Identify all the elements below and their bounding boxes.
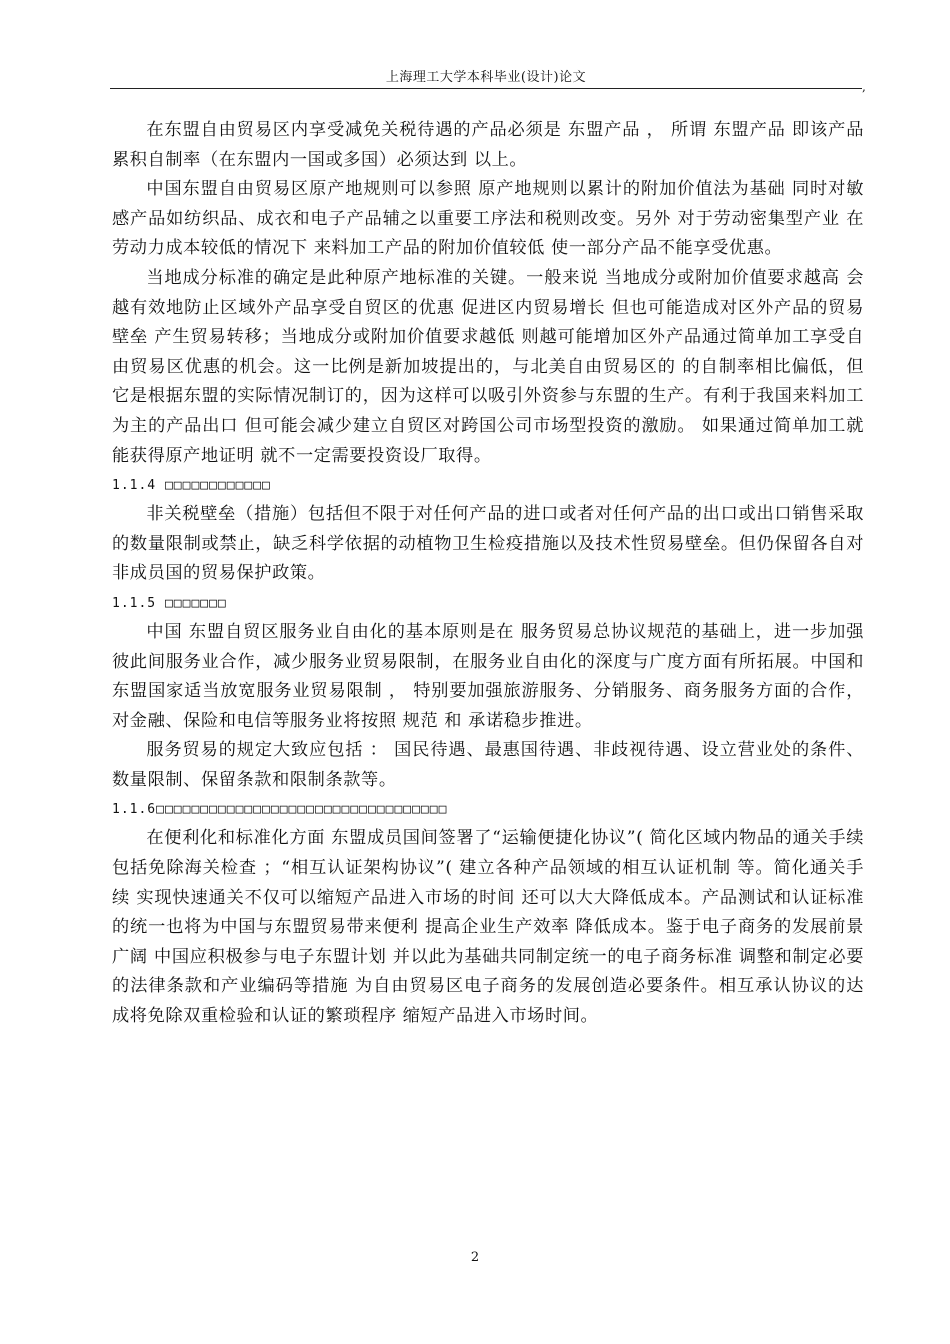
header-divider (110, 88, 862, 89)
header-mark: , (862, 80, 866, 94)
paragraph-origin-rules: 中国东盟自由贸易区原产地规则可以参照 原产地规则以累计的附加价值法为基础 同时对敏感产品如纺织品、成衣和电子产品辅之以重要工序法和税则改变。另外 对于劳动密集型产业 在劳动力成本较低的情况下 来料加工产品的附加价值较低 使一部分产品不能享受优惠。 (112, 179, 864, 259)
document-body (112, 116, 864, 1032)
paragraph-origin-requirement: 在东盟自由贸易区内享受减免关税待遇的产品必须是 东盟产品 ， 所谓 东盟产品 即该产品累积自制率（在东盟内一国或多国）必须达到 以上。 (112, 120, 864, 170)
paragraph-non-tariff-barriers: 非关税壁垒（措施）包括但不限于对任何产品的进口或者对任何产品的出口或出口销售采取的数量限制或禁止，缺乏科学依据的动植物卫生检疫措施以及技术性贸易壁垒。但仍保留各自对非成员国的贸易保护政策。 (112, 504, 864, 584)
paragraph-facilitation-standardization: 在便利化和标准化方面 东盟成员国间签署了“运输便捷化协议”( 简化区域内物品的通关手续 包括免除海关检查 ；“相互认证架构协议”( 建立各种产品领域的相互认证机制 等。简化通关手续 实现快速通关不仅可以缩短产品进入市场的时间 还可以大大降低成本。产品测试和认证标准的统一也将为中国与东盟贸易带来便利 提高企业生产效率 降低成本。鉴于电子商务的发展前景广阔 中国应积极参与电子东盟计划 并以此为基础共同制定统一的电子商务标准 调整和制定必要的法律条款和产业编码等措施 为自由贸易区电子商务的发展创造必要条件。相互承认协议的达成将免除双重检验和认证的繁琐程序 缩短产品进入市场时间。 (112, 828, 864, 1027)
paragraph-services-liberalization: 中国 东盟自贸区服务业自由化的基本原则是在 服务贸易总协议规范的基础上，进一步加强彼此间服务业合作，减少服务业贸易限制，在服务业自由化的深度与广度方面有所拓展。中国和东盟国家适当放宽服务业贸易限制 ， 特别要加强旅游服务、分销服务、商务服务方面的合作，对金融、保险和电信等服务业将按照 规范 和 承诺稳步推进。 (112, 621, 864, 731)
page-number: 2 (470, 1250, 480, 1265)
section-heading-1-1-4: 1.1.4 □□□□□□□□□□□□ (112, 478, 271, 494)
section-heading-1-1-6: 1.1.6□□□□□□□□□□□□□□□□□□□□□□□□□□□□□□□□□ (112, 802, 448, 818)
page-header-title: 上海理工大学本科毕业(设计)论文 (385, 70, 587, 85)
paragraph-services-provisions: 服务贸易的规定大致应包括 ： 国民待遇、最惠国待遇、非歧视待遇、设立营业处的条件、数量限制、保留条款和限制条款等。 (112, 740, 864, 790)
section-heading-1-1-5: 1.1.5 □□□□□□□ (112, 595, 227, 611)
paragraph-local-content: 当地成分标准的确定是此种原产地标准的关键。一般来说 当地成分或附加价值要求越高 会越有效地防止区域外产品享受自贸区的优惠 促进区内贸易增长 但也可能造成对区外产品的贸易壁垒 产生贸易转移；当地成分或附加价值要求越低 则越可能增加区外产品通过简单加工享受自由贸易区优惠的机会。这一比例是新加坡提出的，与北美自由贸易区的 的自制率相比偏低，但它是根据东盟的实际情况制订的，因为这样可以吸引外资参与东盟的生产。有利于我国来料加工为主的产品出口 但可能会减少建立自贸区对跨国公司市场型投资的激励。 如果通过简单加工就能获得原产地证明 就不一定需要投资设厂取得。 (112, 267, 864, 466)
